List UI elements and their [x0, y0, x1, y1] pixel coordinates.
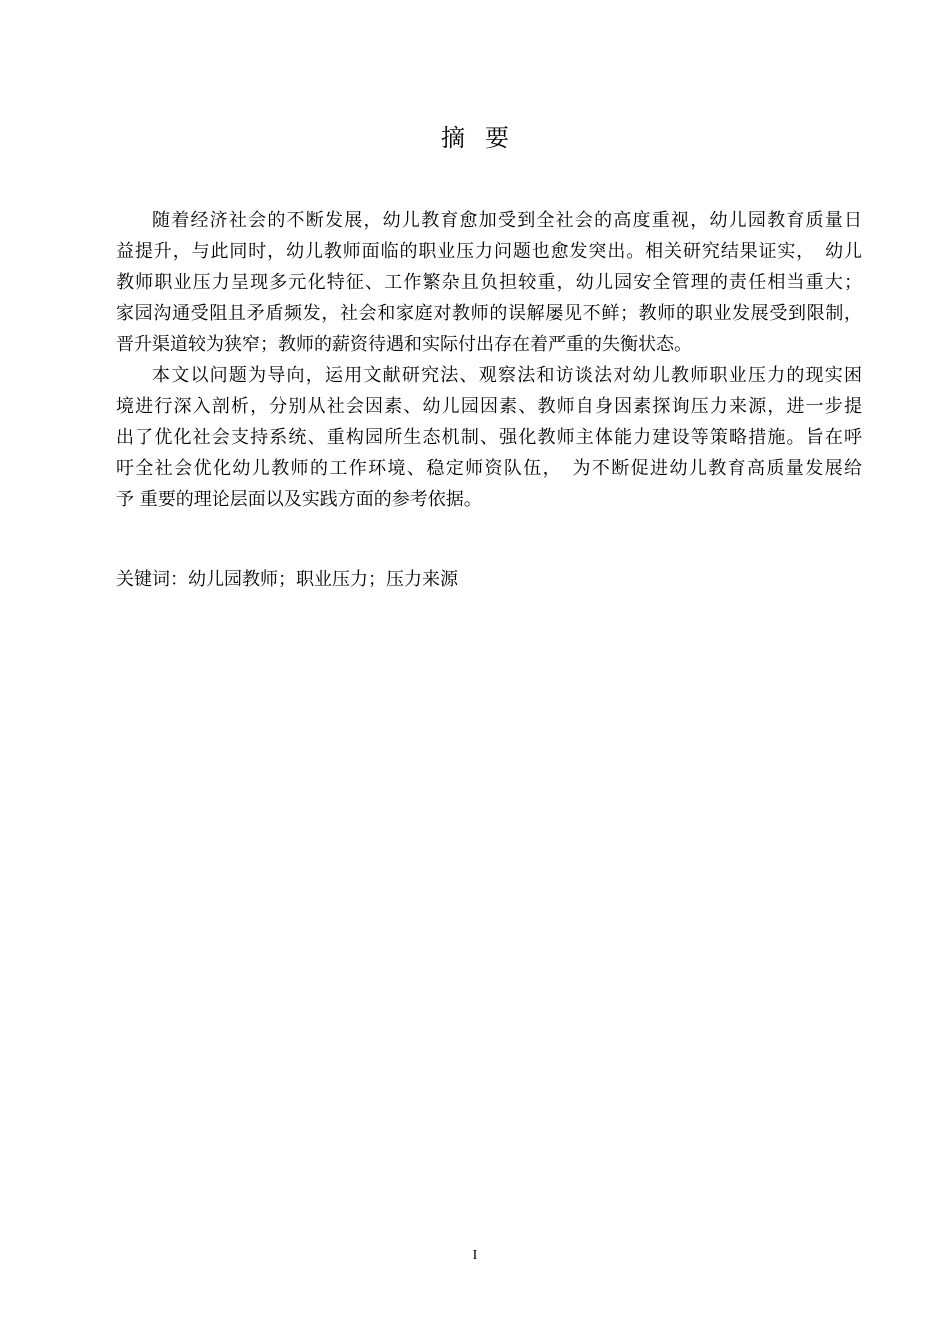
paragraph-line: 出了优化社会支持系统、重构园所生态机制、强化教师主体能力建设等策略措施。旨在呼 — [116, 427, 862, 448]
abstract-title-char-2: 要 — [485, 124, 509, 152]
paragraph-line: 本文以问题为导向，运用文献研究法、观察法和访谈法对幼儿教师职业压力的现实困 — [152, 365, 862, 386]
paragraph-line: 境进行深入剖析，分别从社会因素、幼儿园因素、教师自身因素探询压力来源，进一步提 — [116, 396, 862, 417]
keywords-text: 幼儿园教师；职业压力；压力来源 — [188, 569, 458, 590]
paragraph-line: 晋升渠道较为狭窄；教师的薪资待遇和实际付出存在着严重的失衡状态。 — [116, 334, 692, 355]
paragraph-line: 随着经济社会的不断发展，幼儿教育愈加受到全社会的高度重视，幼儿园教育质量日 — [152, 210, 862, 231]
abstract-title-char-1: 摘 — [441, 124, 465, 152]
paragraph-line: 教师职业压力呈现多元化特征、工作繁杂且负担较重，幼儿园安全管理的责任相当重大； — [116, 272, 862, 293]
abstract-paragraph-1 — [116, 205, 862, 360]
keywords-line — [116, 566, 458, 594]
paragraph-line: 益提升，与此同时，幼儿教师面临的职业压力问题也愈发突出。相关研究结果证实， 幼儿 — [116, 241, 862, 262]
keywords-label: 关键词： — [116, 569, 188, 590]
abstract-body — [116, 205, 862, 515]
abstract-title — [0, 120, 950, 156]
paragraph-line: 家园沟通受阻且矛盾频发，社会和家庭对教师的误解屡见不鲜；教师的职业发展受到限制， — [116, 303, 862, 324]
page-number: I — [472, 1248, 478, 1263]
abstract-paragraph-2 — [116, 360, 862, 515]
paragraph-line: 吁全社会优化幼儿教师的工作环境、稳定师资队伍， 为不断促进幼儿教育高质量发展给 — [116, 458, 862, 479]
paragraph-line: 予 重要的理论层面以及实践方面的参考依据。 — [116, 489, 482, 510]
